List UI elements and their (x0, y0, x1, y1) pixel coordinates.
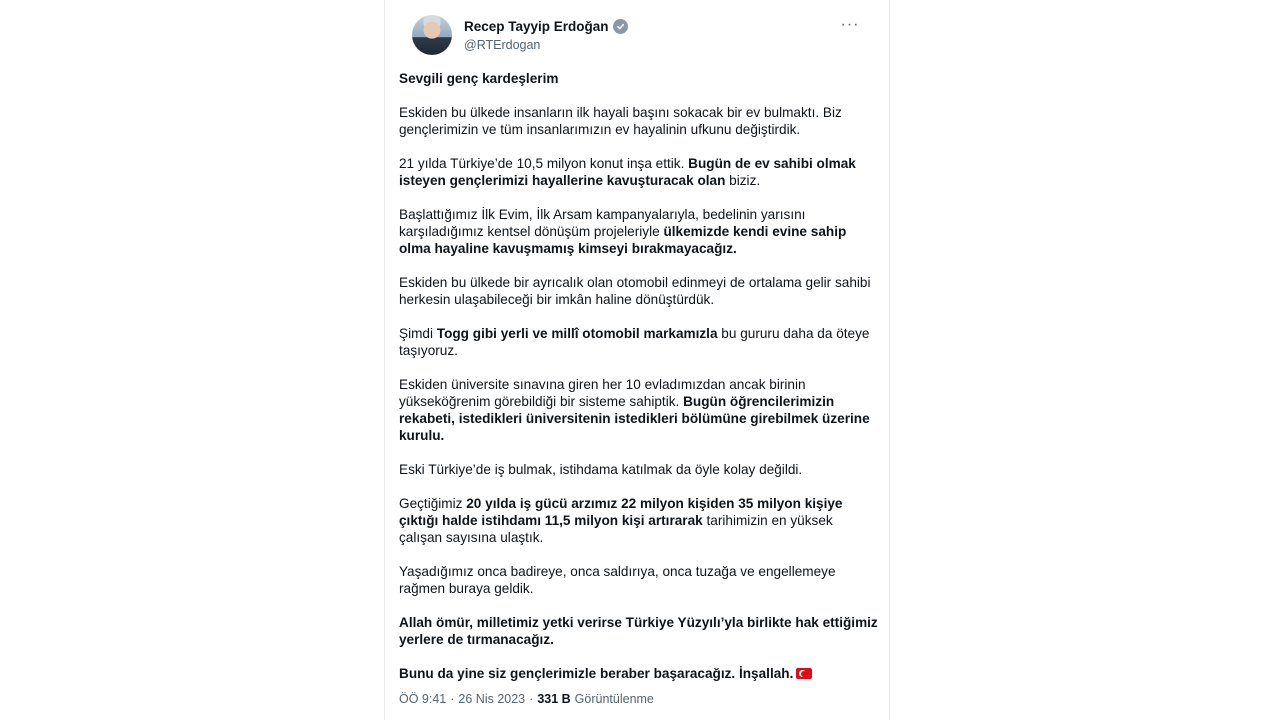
author-name[interactable]: Recep Tayyip Erdoğan (464, 19, 609, 34)
tweet-paragraph (399, 495, 879, 546)
bold-text: ülkemizde kendi evine sahip olma hayaline kavuşmamış kimseyi bırakmayacağız. (399, 224, 847, 256)
views-label: Görüntülenme (574, 692, 654, 706)
tweet-meta (399, 692, 654, 706)
tweet-greeting: Sevgili genç kardeşlerim (399, 71, 559, 86)
text-segment: Eskiden üniversite sınavına giren her 10 evladımızdan ancak birinin yükseköğrenim görebildiği bir sisteme sahiptik. (399, 377, 806, 409)
more-options-icon[interactable]: ··· (840, 16, 860, 33)
tweet-paragraph (399, 563, 879, 597)
bold-text: Bugün de ev sahibi olmak isteyen gençlerimizi hayallerine kavuşturacak olan (399, 156, 856, 188)
turkey-flag-icon (796, 668, 812, 679)
bold-text: Allah ömür, milletimiz yetki verirse Türkiye Yüzyılı’yla birlikte hak ettiğimiz yerlere de tırmanacağız. (399, 615, 878, 647)
verified-badge-icon[interactable] (613, 19, 628, 34)
text-segment: Yaşadığımız onca badireye, onca saldırıya, onca tuzağa ve engellemeye rağmen buraya geldik. (399, 564, 836, 596)
tweet-date[interactable]: 26 Nis 2023 (458, 692, 526, 706)
tweet-card (384, 0, 890, 720)
text-segment: Eskiden bu ülkede bir ayrıcalık olan otomobil edinmeyi de ortalama gelir sahibi herkesin ulaşabileceği bir imkân haline dönüştürdük. (399, 275, 871, 307)
text-segment: biziz. (725, 173, 761, 188)
tweet-paragraph (399, 155, 879, 189)
bold-text: Bunu da yine siz gençlerimizle beraber başaracağız. İnşallah. (399, 666, 794, 681)
text-segment: 21 yılda Türkiye’de 10,5 milyon konut inşa ettik. (399, 156, 689, 171)
text-segment: tarihimizin en yüksek çalışan sayısına ulaştık. (399, 513, 833, 545)
bold-text: 20 yılda iş gücü arzımız 22 milyon kişiden 35 milyon kişiye çıktığı halde istihdamı 11,5 milyon kişi artırarak (399, 496, 843, 528)
tweet-paragraph (399, 614, 879, 648)
text-segment: Şimdi (399, 326, 437, 341)
text-segment: Başlattığımız İlk Evim, İlk Arsam kampanyalarıyla, bedelinin yarısını karşıladığımız kentsel dönüşüm projeleriyle (399, 207, 806, 239)
tweet-paragraph (399, 206, 879, 257)
tweet-paragraph (399, 325, 879, 359)
tweet-time[interactable]: ÖÖ 9:41 (399, 692, 447, 706)
text-segment: Eski Türkiye’de iş bulmak, istihdama katılmak da öyle kolay değildi. (399, 462, 803, 477)
tweet-text (399, 70, 879, 682)
author-handle[interactable]: @RTErdogan (464, 38, 541, 52)
bold-text: Bugün öğrencilerimizin rekabeti, istedikleri üniversitenin istedikleri bölümüne girebilmek üzerine kurulu. (399, 394, 870, 443)
text-segment: Eskiden bu ülkede insanların ilk hayali başını sokacak bir ev bulmaktı. Biz gençlerimizin ve tüm insanlarımızın ev hayalinin ufkunu değiştirdik. (399, 105, 842, 137)
tweet-paragraph (399, 274, 879, 308)
tweet-header (399, 0, 875, 70)
avatar[interactable] (412, 15, 452, 55)
text-segment: Geçtiğimiz (399, 496, 467, 511)
bold-text: Togg gibi yerli ve millî otomobil markamızla (436, 326, 718, 341)
tweet-paragraph (399, 104, 879, 138)
tweet-paragraph (399, 665, 879, 682)
meta-separator: · (450, 692, 455, 706)
views-count: 331 B (537, 692, 571, 706)
meta-separator: · (529, 692, 534, 706)
author-name-row (464, 19, 628, 34)
text-segment: bu gururu daha da öteye taşıyoruz. (399, 326, 870, 358)
tweet-paragraph (399, 461, 879, 478)
tweet-paragraph (399, 376, 879, 444)
